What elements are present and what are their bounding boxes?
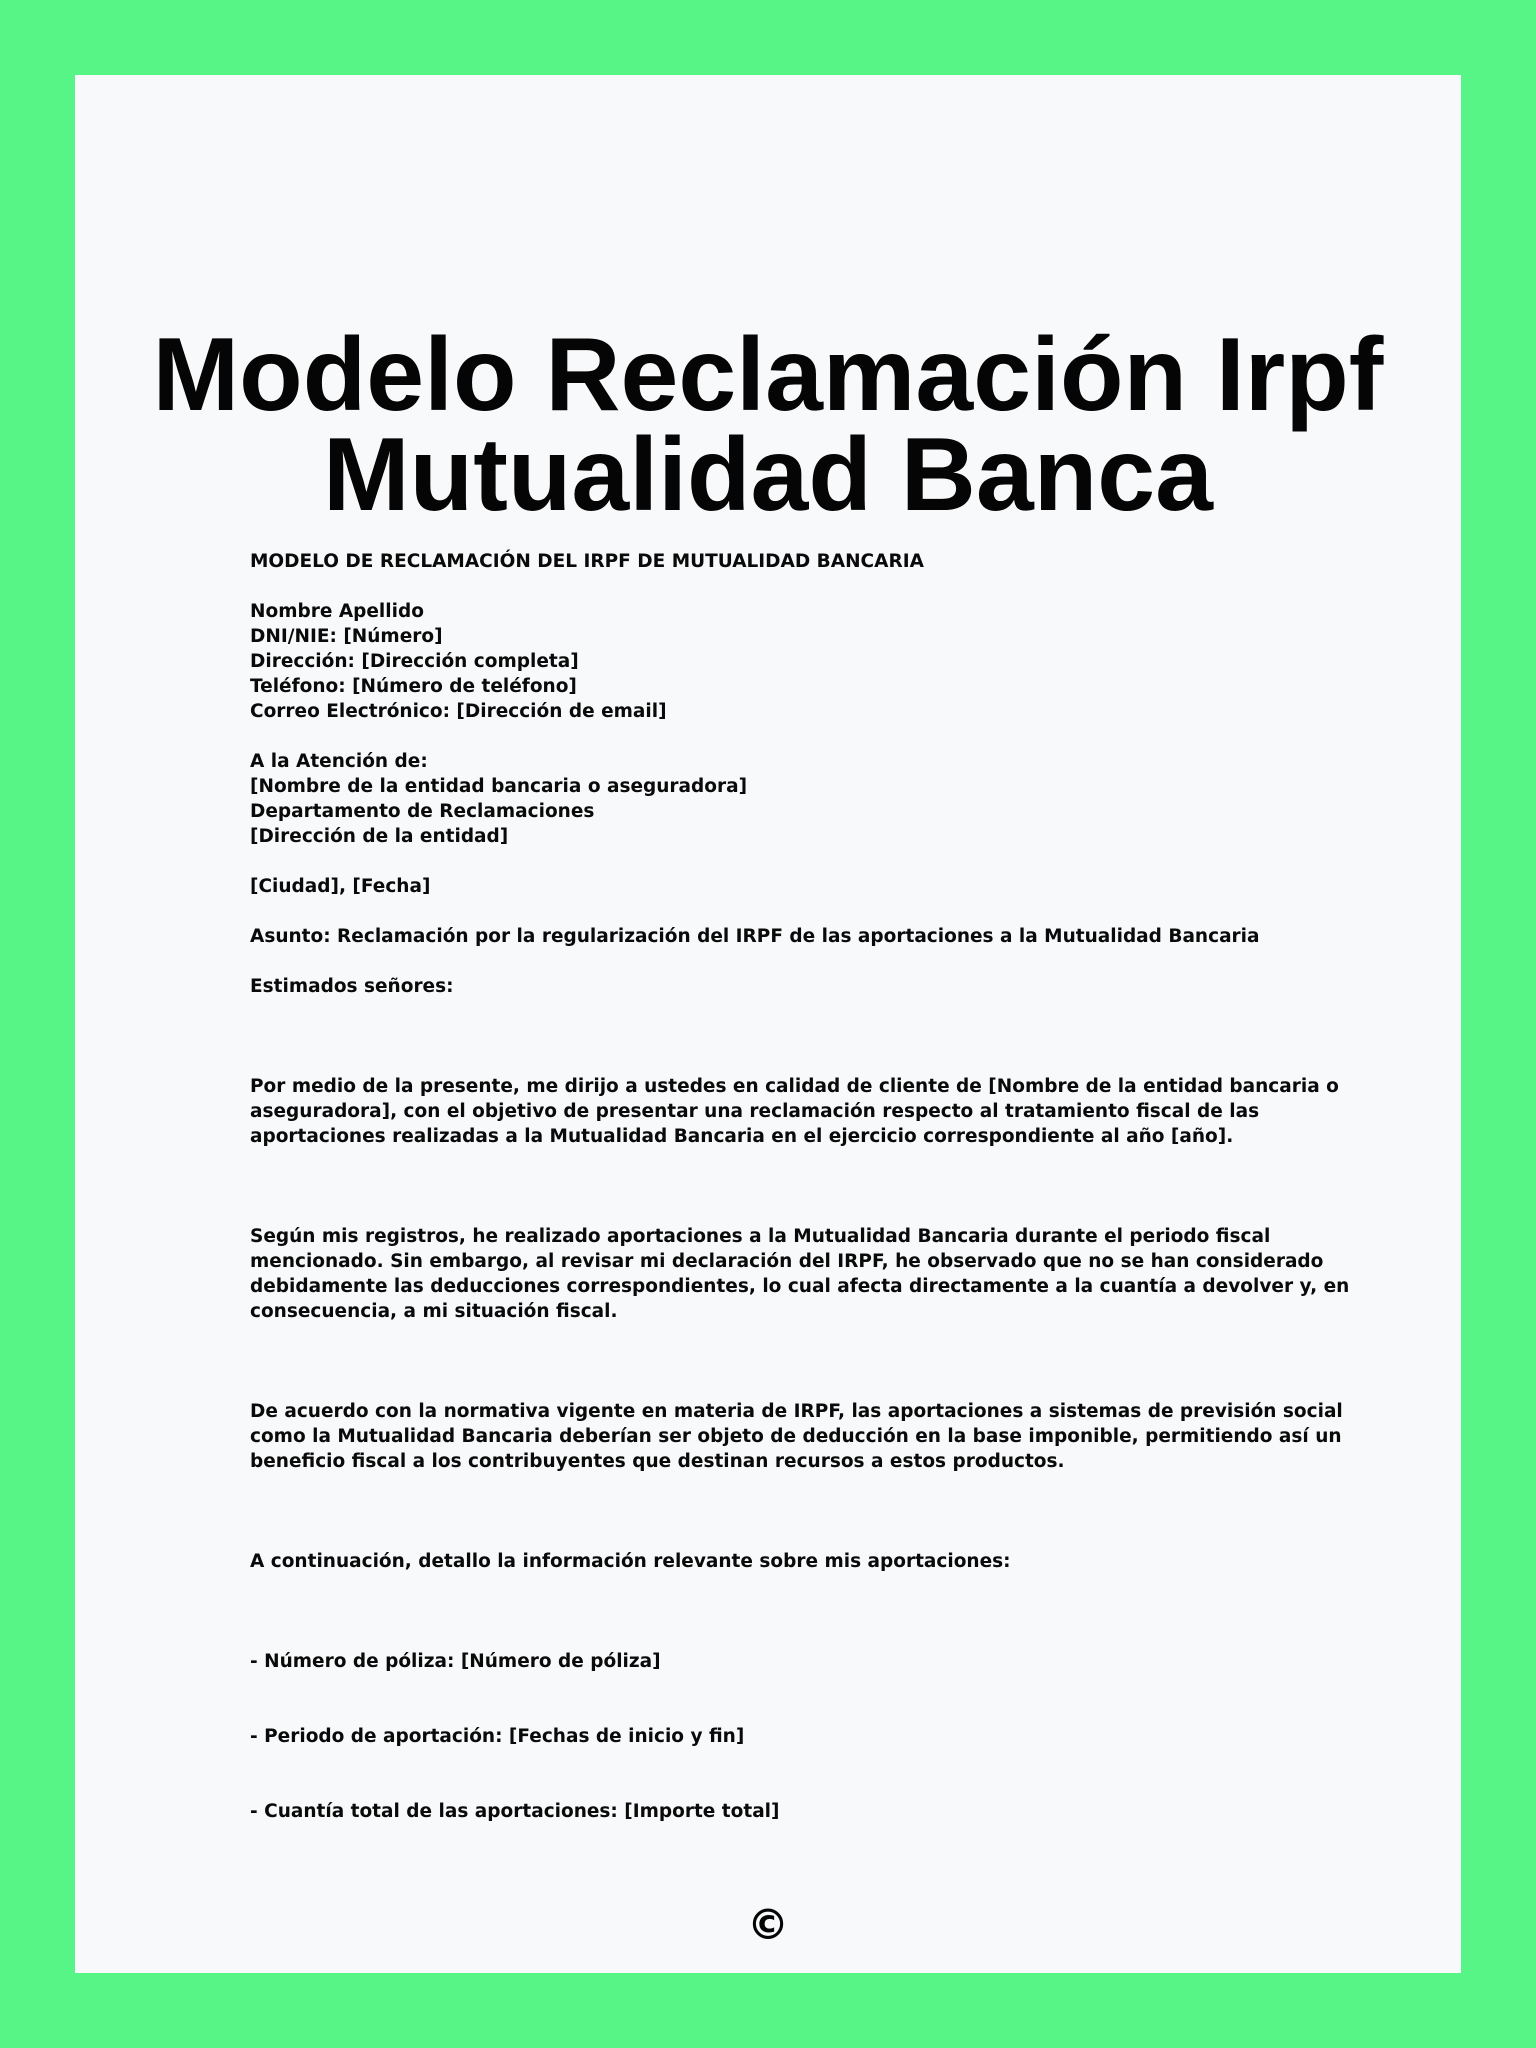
copyright-icon: © [747, 1900, 789, 1949]
list-intro: A continuación, detallo la información relevante sobre mis aportaciones: [250, 1551, 1011, 1572]
paragraph-2 [250, 1224, 1350, 1324]
letter-heading: MODELO DE RECLAMACIÓN DEL IRPF DE MUTUALIDAD BANCARIA [250, 551, 924, 572]
list-item: - Número de póliza: [Número de póliza] [250, 1651, 661, 1672]
recipient-entity: [Nombre de la entidad bancaria o aseguradora] [250, 776, 748, 797]
letter-body [250, 549, 1350, 1824]
sender-email: Correo Electrónico: [Dirección de email] [250, 701, 667, 722]
subject-line: Asunto: Reclamación por la regularización del IRPF de las aportaciones a la Mutualidad Bancaria [250, 926, 1260, 947]
paragraph-line: debidamente las deducciones correspondientes, lo cual afecta directamente a la cuantía a devolver y, en [250, 1276, 1350, 1297]
paragraph-line: Por medio de la presente, me dirijo a ustedes en calidad de cliente de [Nombre de la entidad bancaria o [250, 1076, 1339, 1097]
place-date: [Ciudad], [Fecha] [250, 876, 431, 897]
title-line-2: Mutualidad Banca [323, 417, 1213, 533]
paragraph-line: como la Mutualidad Bancaria deberían ser objeto de deducción en la base imponible, permitiendo así un [250, 1426, 1342, 1447]
paragraph-line: beneficio fiscal a los contribuyentes que destinan recursos a estos productos. [250, 1451, 1065, 1472]
list-item: - Cuantía total de las aportaciones: [Importe total] [250, 1801, 780, 1822]
sender-address: Dirección: [Dirección completa] [250, 651, 579, 672]
paragraph-line: aseguradora], con el objetivo de presentar una reclamación respecto al tratamiento fiscal de las [250, 1101, 1260, 1122]
sender-name: Nombre Apellido [250, 601, 424, 622]
paragraph-line: consecuencia, a mi situación fiscal. [250, 1301, 618, 1322]
page-title [75, 317, 1461, 533]
sender-id: DNI/NIE: [Número] [250, 626, 443, 647]
sender-phone: Teléfono: [Número de teléfono] [250, 676, 577, 697]
paragraph-line: mencionado. Sin embargo, al revisar mi declaración del IRPF, he observado que no se han considerado [250, 1251, 1324, 1272]
greeting: Estimados señores: [250, 976, 454, 997]
paragraph-1 [250, 1074, 1350, 1149]
list-item: - Periodo de aportación: [Fechas de inicio y fin] [250, 1726, 745, 1747]
recipient-address: [Dirección de la entidad] [250, 826, 509, 847]
document-page [75, 75, 1461, 1973]
paragraph-line: De acuerdo con la normativa vigente en materia de IRPF, las aportaciones a sistemas de previsión social [250, 1401, 1343, 1422]
recipient-attention: A la Atención de: [250, 751, 428, 772]
recipient-department: Departamento de Reclamaciones [250, 801, 595, 822]
title-line-1: Modelo Reclamación Irpf [152, 317, 1384, 433]
paragraph-3 [250, 1399, 1350, 1474]
paragraph-line: aportaciones realizadas a la Mutualidad Bancaria en el ejercicio correspondiente al año [año]. [250, 1126, 1234, 1147]
paragraph-line: Según mis registros, he realizado aportaciones a la Mutualidad Bancaria durante el periodo fiscal [250, 1226, 1271, 1247]
